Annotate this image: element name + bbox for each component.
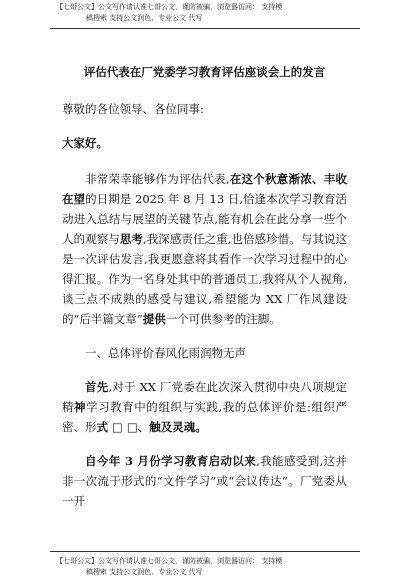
p2-bold-spirit: 神 [74, 400, 87, 414]
footer-rule [50, 551, 360, 552]
footer-line-2: 稿搜索 支持公文润色、专业公文 代写 [86, 568, 203, 576]
p1-text-e: ,我深感责任之重,也倍感珍惜。与其说这是一次评估发言,我更愿意将其看作一次学习过程中的心得汇报。作为一名身处其中的普通员工,我将从个人视角,谈三点不成熟的感受与建议,希望能为 XX 厂作风建设的“后半篇文章” [62, 232, 348, 326]
paragraph-1 [62, 169, 347, 329]
p2-bold-end: 式 □ □、触及灵魂。 [96, 420, 207, 434]
footer-line-1: 【七哥公文】公文写作请认准七哥公文，谨防被骗，浏览器访问： 支持模 [56, 557, 283, 565]
document-title: 评估代表在厂党委学习教育评估座谈会上的发言 [83, 65, 326, 79]
p1-bold-provide: 提供 [142, 312, 166, 326]
section-heading-1: 一、总体评价春风化雨润物无声 [85, 346, 246, 360]
header-rule [50, 28, 360, 29]
greeting: 大家好。 [62, 136, 108, 150]
p3-text-c: ,我能感受到,这并非一次流于形式的“文件学习”或“会议传达”。厂党委从一开 [62, 454, 347, 508]
p2-text-b: ,对于 XX 厂党委在此次深入贯彻中央八项规定精 [62, 380, 348, 414]
paragraph-3 [62, 451, 347, 511]
watermark-footer [0, 556, 410, 578]
p1-overlap-text: 在这个秋意渐浓、丰收在望 [62, 172, 348, 206]
salutation: 尊敬的各位领导、各位同事: [62, 102, 204, 116]
p1-text-g: 一个可供参考的注脚。 [165, 312, 281, 326]
p1-text-a: 非常荣幸能够作为评估代表, [85, 172, 230, 186]
p1-text-c: 的日期是 2025 年 8 月 13 日,恰逢本次学习教育活动进入总结与展望的关键节点,能有机会在此分享一些个人的观察与 [62, 192, 348, 246]
header-line-1: 【七哥公文】公文写作请认准七哥公文，谨防被骗，浏览器访问： 支持模 [56, 3, 283, 11]
document-body [62, 58, 347, 511]
p2-bold-first: 首先 [85, 380, 109, 394]
p2-text-d: 学习教育中的组织与实践,我的总体评价是:组织严密、形 [62, 400, 348, 434]
watermark-header [0, 2, 410, 24]
header-line-2: 稿搜索 支持公文润色、专业公文 代写 [86, 14, 203, 22]
paragraph-2 [62, 377, 347, 437]
p3-bold-start: 启动以来 [208, 454, 257, 468]
p1-bold-thinking: 思考 [119, 232, 143, 246]
p3-bold-since: 自今年 3 月份学习教育 [85, 454, 209, 468]
